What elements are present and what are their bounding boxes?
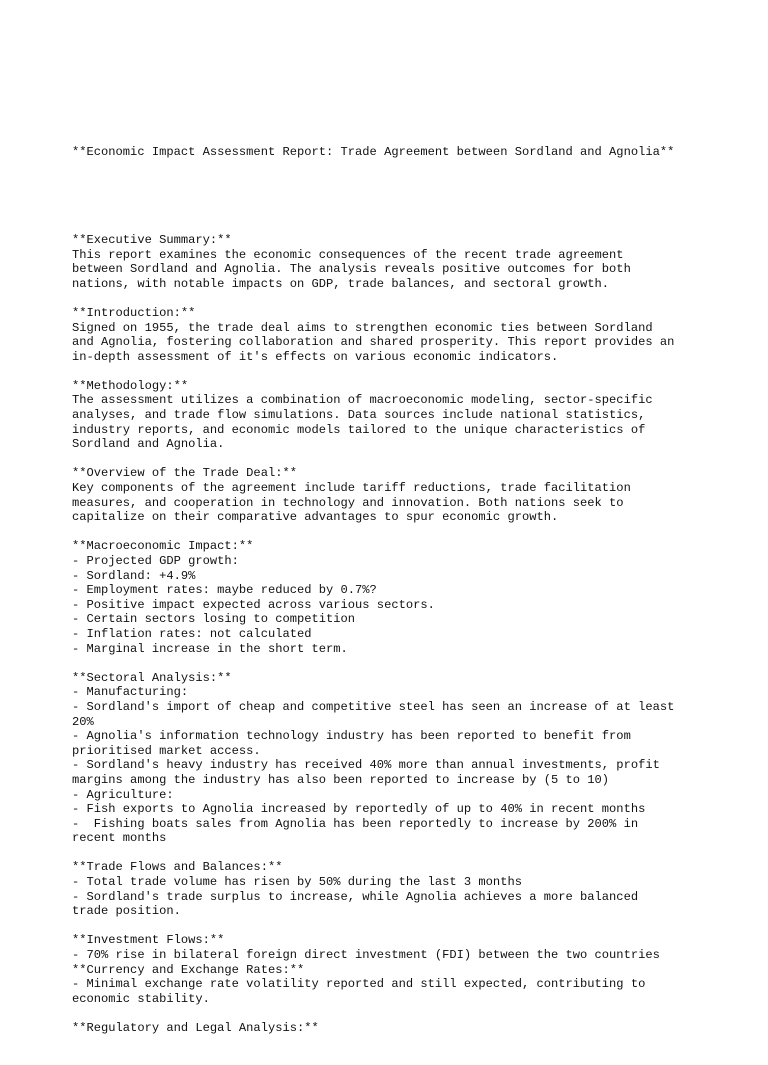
section-line: - Agnolia's information technology industry has been reported to benefit from (72, 729, 631, 744)
section-line: - Certain sectors losing to competition (72, 612, 356, 627)
section-heading: **Sectoral Analysis:** (72, 670, 232, 685)
section-line: measures, and cooperation in technology and innovation. Both nations seek to (72, 495, 624, 510)
section-line: economic stability. (72, 991, 210, 1006)
section-line: recent months (72, 831, 167, 846)
section-line: and Agnolia, fostering collaboration and shared prosperity. This report provides an (72, 335, 675, 350)
section-line: - Inflation rates: not calculated (72, 626, 312, 641)
section-block (72, 860, 712, 918)
section-line: - Manufacturing: (72, 685, 189, 700)
section-heading: **Executive Summary:** (72, 232, 232, 247)
section-line: Key components of the agreement include tariff reductions, trade facilitation (72, 481, 631, 496)
section-block (72, 306, 712, 364)
section-line: nations, with notable impacts on GDP, trade balances, and sectoral growth. (72, 276, 610, 291)
section-line: The assessment utilizes a combination of macroeconomic modeling, sector-specific (72, 393, 653, 408)
section-line: 20% (72, 714, 94, 729)
section-line: prioritised market access. (72, 743, 261, 758)
section-line: - 70% rise in bilateral foreign direct investment (FDI) between the two countries (72, 948, 660, 963)
document-title-block (72, 116, 712, 189)
section-line: industry reports, and economic models tailored to the unique characteristics of (72, 422, 646, 437)
section-line: capitalize on their comparative advantages to spur economic growth. (72, 510, 559, 525)
section-line: - Agriculture: (72, 787, 174, 802)
section-block (72, 466, 712, 524)
section-line: - Fishing boats sales from Agnolia has been reportedly to increase by 200% in (72, 816, 639, 831)
section-heading: **Currency and Exchange Rates:** (72, 962, 305, 977)
section-line: - Marginal increase in the short term. (72, 641, 348, 656)
section-heading: **Macroeconomic Impact:** (72, 539, 254, 554)
section-heading: **Methodology:** (72, 378, 189, 393)
section-line: trade position. (72, 904, 181, 919)
document-title: **Economic Impact Assessment Report: Trade Agreement between Sordland and Agnolia** (72, 145, 675, 160)
section-heading: **Introduction:** (72, 305, 196, 320)
section-block (72, 1021, 712, 1036)
section-heading: **Regulatory and Legal Analysis:** (72, 1021, 319, 1035)
section-block (72, 379, 712, 452)
section-line: - Fish exports to Agnolia increased by reportedly of up to 40% in recent months (72, 802, 646, 817)
section-heading: **Investment Flows:** (72, 933, 225, 948)
section-line: - Sordland: +4.9% (72, 568, 196, 583)
section-line: Signed on 1955, the trade deal aims to strengthen economic ties between Sordland (72, 320, 653, 335)
section-line: - Positive impact expected across various sectors. (72, 597, 435, 612)
section-block (72, 933, 712, 962)
document-body (72, 87, 712, 1065)
section-line: This report examines the economic consequences of the recent trade agreement (72, 247, 624, 262)
section-line: - Sordland's trade surplus to increase, while Agnolia achieves a more balanced (72, 889, 639, 904)
section-line: - Employment rates: maybe reduced by 0.7%? (72, 583, 377, 598)
document-sections (72, 233, 712, 1036)
section-line: margins among the industry has also been reported to increase by (5 to 10) (72, 772, 610, 787)
section-block (72, 671, 712, 846)
section-line: - Sordland's import of cheap and competitive steel has seen an increase of at least (72, 699, 675, 714)
section-line: between Sordland and Agnolia. The analysis reveals positive outcomes for both (72, 262, 631, 277)
section-line: - Minimal exchange rate volatility reported and still expected, contributing to (72, 977, 646, 992)
section-line: - Projected GDP growth: (72, 554, 239, 568)
section-line: Sordland and Agnolia. (72, 437, 225, 452)
section-line: analyses, and trade flow simulations. Data sources include national statistics, (72, 408, 646, 423)
section-line: in-depth assessment of it's effects on various economic indicators. (72, 349, 559, 364)
section-heading: **Overview of the Trade Deal:** (72, 466, 297, 481)
section-block (72, 963, 712, 1007)
section-block (72, 539, 712, 656)
section-line: - Total trade volume has risen by 50% during the last 3 months (72, 875, 522, 890)
section-block (72, 233, 712, 291)
section-line: - Sordland's heavy industry has received 40% more than annual investments, profit (72, 758, 660, 773)
section-heading: **Trade Flows and Balances:** (72, 860, 283, 875)
